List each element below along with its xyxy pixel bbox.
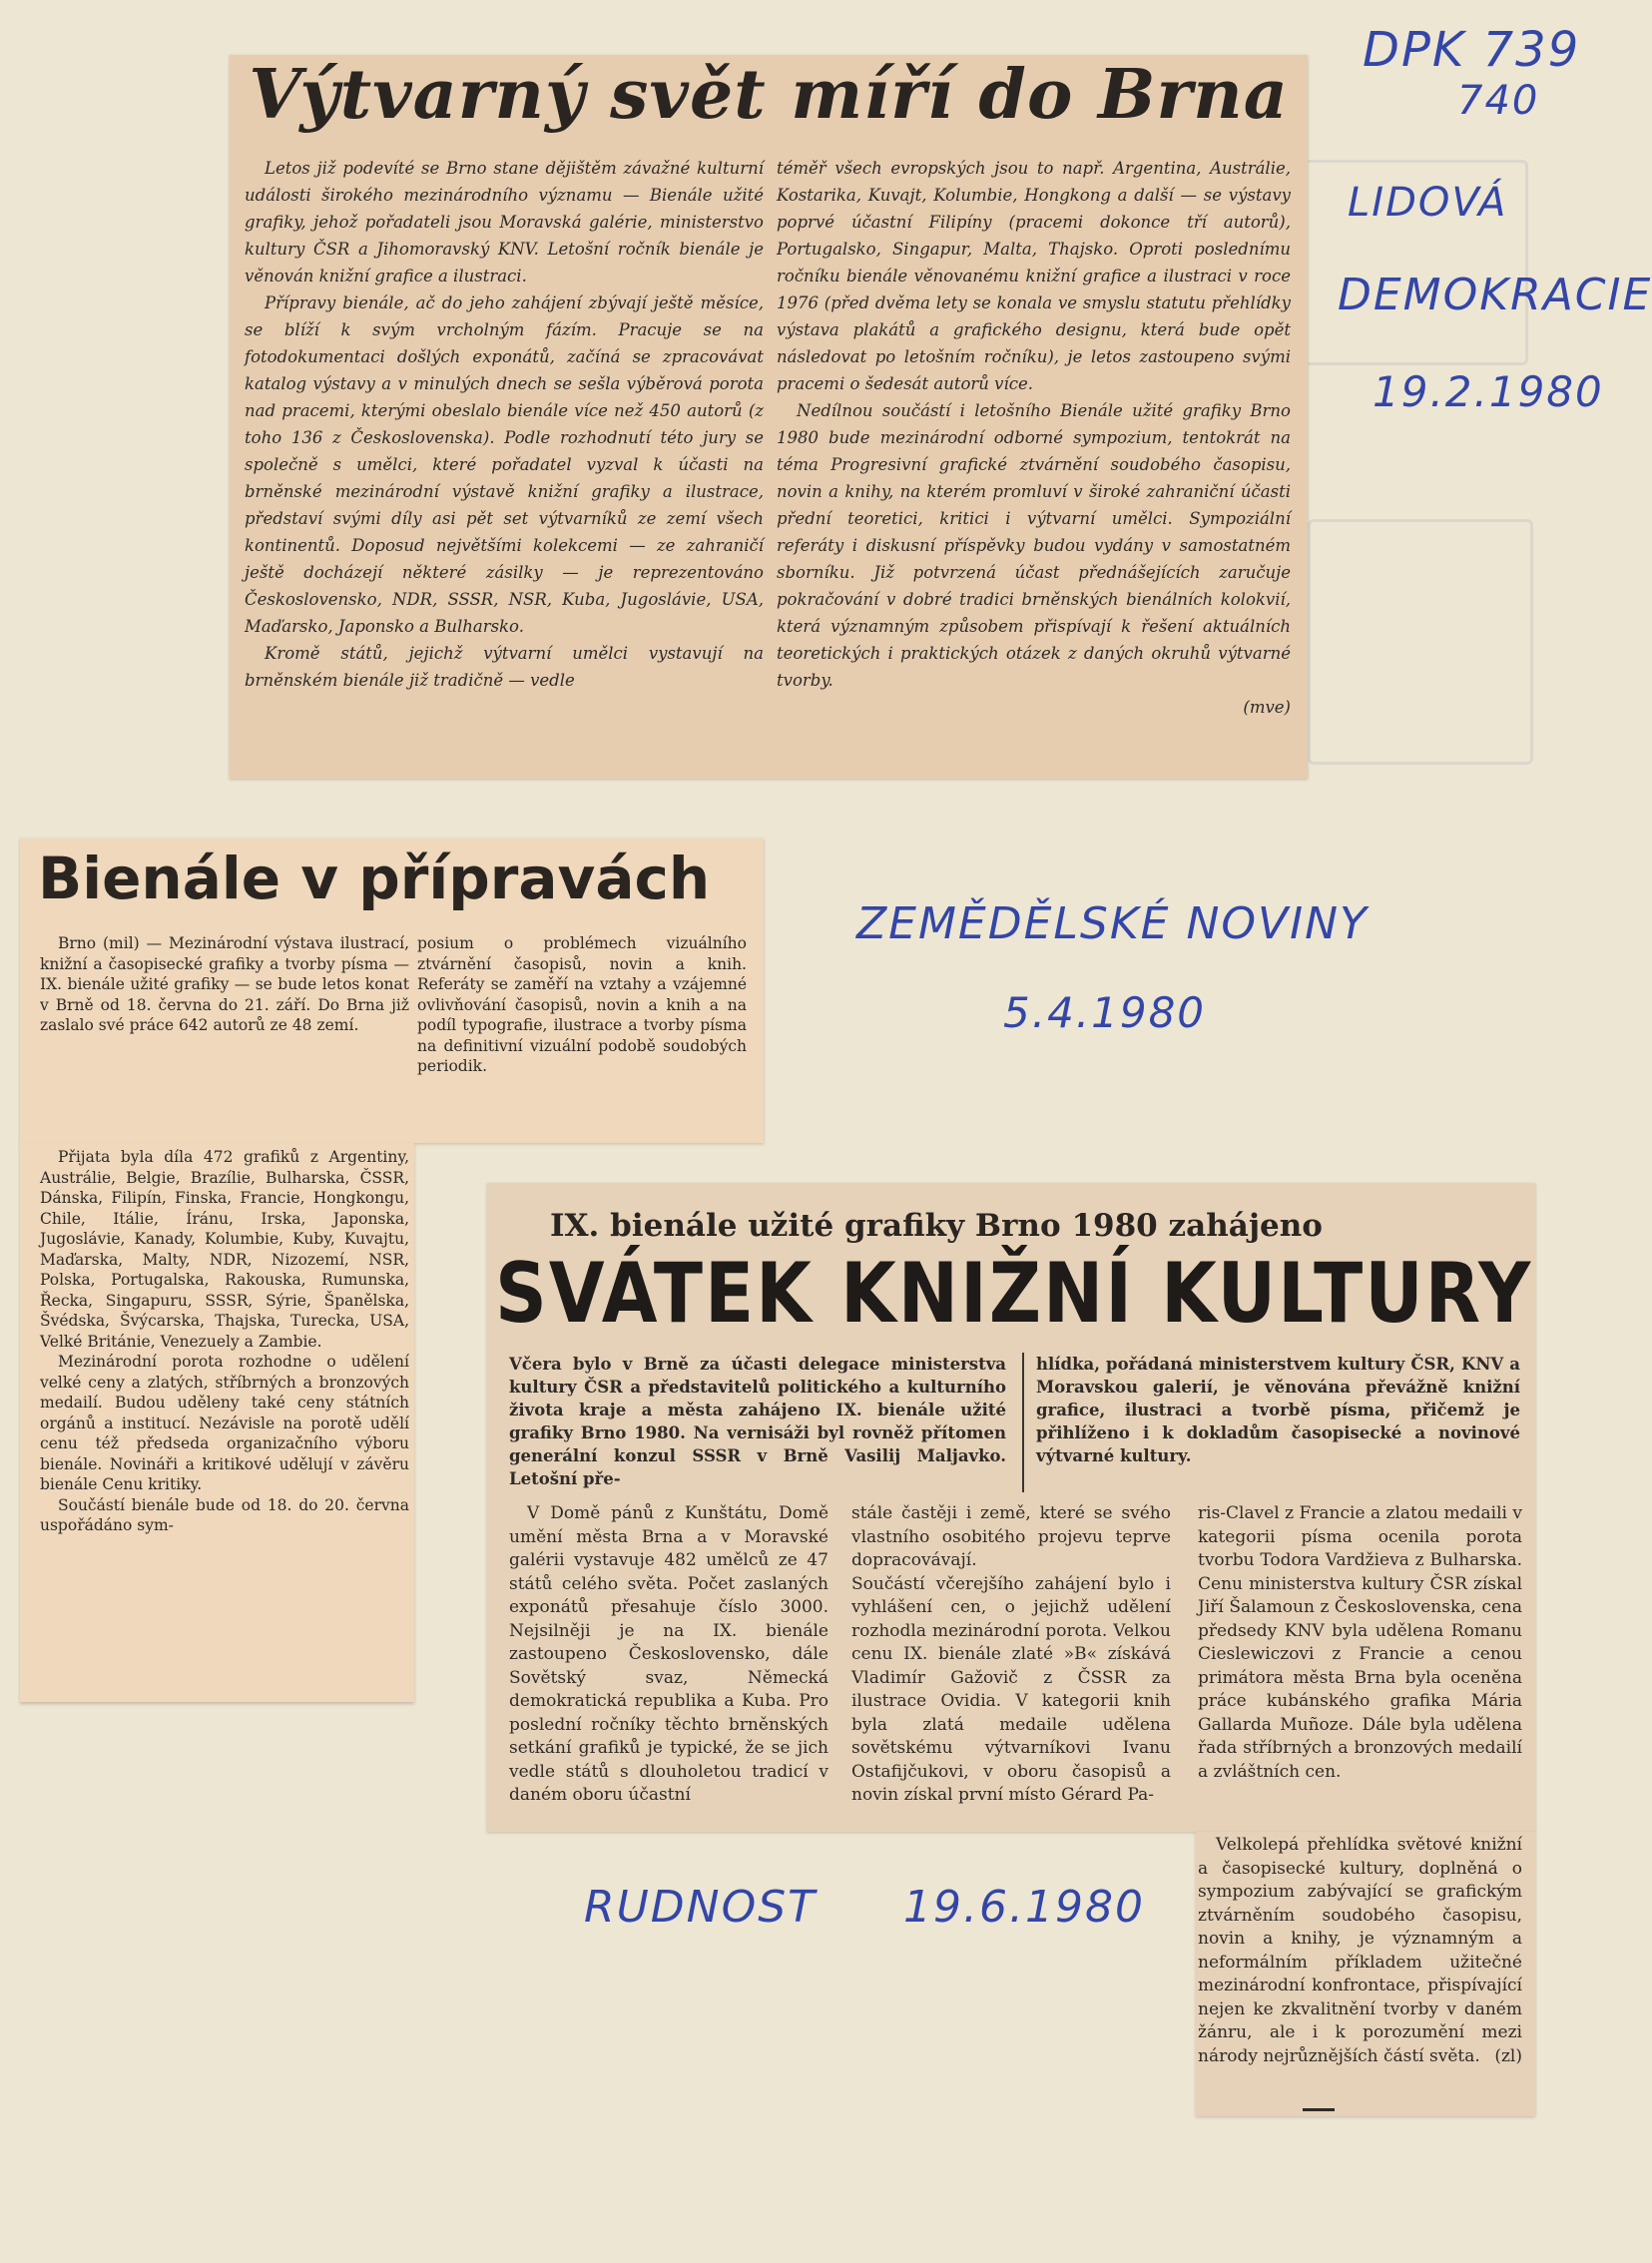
headline: SVÁTEK KNIŽNÍ KULTURY [495, 1245, 1533, 1342]
newspaper-clipping [20, 1143, 414, 1702]
article-column [417, 933, 747, 1077]
source-rudnost-note: RUDNOST [584, 1882, 818, 1933]
byline: (zl) [1494, 2046, 1522, 2066]
newspaper-clipping [487, 1183, 1535, 1832]
source-lidova-note: LIDOVÁ [1348, 180, 1508, 226]
newspaper-clipping [230, 55, 1308, 779]
source-demokracie-note: DEMOKRACIE [1338, 270, 1652, 320]
headline: Bienále v přípravách [38, 845, 711, 912]
lead-paragraph: hlídka, pořádaná ministerstvem kultury ČSR, KNV a Moravskou galerií, je věnována převážně knižní grafice, ilustraci a tvorbě písma, přičemž je přihlíženo i k dokladům časopisecké a novinové výtvarné kultury. [1036, 1355, 1520, 1465]
paragraph: Přijata byla díla 472 grafiků z Argentiny, Austrálie, Belgie, Brazílie, Bulharska, ČSSR, Dánska, Filipín, Finska, Francie, Hongkongu, Chile, Itálie, Íránu, Irska, Japonska, Jugoslávie, Kanady, Kolumbie, Kuby, Kuvajtu, Maďarska, Malty, NDR, Nizozemí, NSR, Polska, Portugalska, Rakouska, Rumunska, Řecka, Singapuru, SSSR, Sýrie, Španělska, Švédska, Švýcarska, Thajska, Turecka, USA, Velké Británie, Venezuely a Zambie. [40, 1148, 409, 1351]
article-column: stále častěji i země, které se svého vlastního osobitého projevu teprve dopracovávají. Součástí včerejšího zahájení bylo i vyhlášení cen, o jejichž udělení rozhodla mezinárodní porota. Velkou cenu IX. bienále zlaté »B« získává Vladimír Gažovič z ČSSR za ilustrace Ovidia. V kategorii knih byla zlatá medaile udělena sovětskému výtvarníkovi Ivanu Ostafijčukovi, v oboru časopisů a novin získal první místo Gérard Pa- [851, 1503, 1171, 1805]
article-column [1198, 1834, 1522, 2069]
lead-paragraph: Včera bylo v Brně za účasti delegace ministerstva kultury ČSR a představitelů politického a kulturního života kraje a města zahájeno IX. bienále užité grafiky Brno 1980. Na vernisáži byl rovněž přítomen generální konzul SSSR v Brně Vasilij Maljavko. Letošní pře- [509, 1355, 1006, 1488]
article-column [40, 1147, 409, 1536]
faint-stamp [1308, 519, 1533, 765]
paragraph: Mezinárodní porota rozhodne o udělení velké ceny a zlatých, stříbrných a bronzových medailí. Budou uděleny také ceny státních orgánů a institucí. Nezávisle na porotě udělí cenu též předseda organizačního výboru bienále. Novináři a kritikové udělují v závěru bienále Cenu kritiky. [40, 1353, 409, 1493]
paragraph: Kromě států, jejichž výtvarní umělci vystavují na brněnském bienále již tradičně — vedle [245, 644, 764, 690]
paragraph: Přípravy bienále, ač do jeho zahájení zbývají ještě měsíce, se blíží k svým vrcholným fázím. Pracuje se na fotodokumentaci došlých exponátů, začíná se zpracovávat katalog výstavy a v minulých dnech se sešla výběrová porota nad pracemi, kterými obeslalo bienále více než 450 autorů (z toho 136 z Československa). Podle rozhodnutí této jury se společně s umělci, které pořadatel vyzval k účasti na brněnské mezinárodní výstavě knižní grafiky a ilustrace, představí svými díly asi pět set výtvarníků ze zemí všech kontinentů. Doposud největšími kolekcemi — ze zahraničí ještě docházejí některé zásilky — je reprezentováno Československo, NDR, SSSR, NSR, Kuba, Jugoslávie, USA, Maďarsko, Japonsko a Bulharsko. [245, 293, 764, 636]
column-divider [1022, 1353, 1024, 1492]
headline: Výtvarný svět míří do Brna [249, 55, 1289, 135]
paragraph: posium o problémech vizuálního ztvárnění časopisů, novin a knih. Referáty se zaměří na vztahy a vzájemné ovlivňování časopisů, novin a knih a na podíl typografie, ilustrace a tvorby písma na definitivní vizuální podobě soudobých periodik. [417, 934, 747, 1075]
article-column [777, 155, 1291, 721]
paragraph: téměř všech evropských jsou to např. Argentina, Austrálie, Kostarika, Kuvajt, Kolumbie, Hongkong a další — se výstavy poprvé účastní Filipíny (pracemi dokonce tří autorů), Portugalsko, Singapur, Malta, Thajsko. Oproti poslednímu ročníku bienále věnovanému knižní grafice a ilustraci v roce 1976 (před dvěma lety se konala ve smyslu statutu přehlídky výstava plakátů a grafického designu, která bude opět následovat po letošním ročníku), je letos zastoupeno svými pracemi o šedesát autorů více. [777, 159, 1291, 393]
article-column [245, 155, 764, 694]
date-note: 5.4.1980 [1003, 988, 1207, 1037]
page-number-note: 740 [1457, 78, 1540, 124]
date-note: 19.6.1980 [903, 1882, 1145, 1933]
paragraph: Součástí bienále bude od 18. do 20. června uspořádáno sym- [40, 1495, 409, 1534]
kicker: IX. bienále užité grafiky Brno 1980 zahájeno [550, 1208, 1323, 1244]
byline: (mve) [1243, 698, 1291, 717]
source-zemedelske-note: ZEMĚDĚLSKÉ NOVINY [856, 898, 1369, 949]
article-column [40, 933, 409, 1036]
newspaper-clipping [20, 839, 764, 1143]
article-column: ris-Clavel z Francie a zlatou medaili v kategorii písma ocenila porota tvorbu Todora Vardžieva z Bulharska. Cenu ministerstva kultury ČSR získal Jiří Šalamoun z Československa, cena předsedy KNV byla udělena Romanu Cieslewiczovi z Francie a cenou primátora města Brna byla oceněna práce kubánského grafika Mária Gallarda Muñoze. Dále byla udělena řada stříbrných a bronzových medailí a zvláštních cen. [1198, 1503, 1522, 1782]
newspaper-clipping [1196, 1832, 1535, 2116]
article-column: V Domě pánů z Kunštátu, Domě umění města Brna a v Moravské galérii vystavuje 482 umělců ze 47 států celého světa. Počet zaslaných exponátů přesahuje číslo 3000. Nejsilněji je na IX. bienále zastoupeno Československo, dále Sovětský svaz, Německá demokratická republika a Kuba. Pro poslední ročníky těchto brněnských setkání grafiků je typické, že se jich vedle států s dlouholetou tradicí v daném oboru účastní [509, 1503, 828, 1805]
end-rule [1303, 2108, 1335, 2111]
date-note: 19.2.1980 [1373, 367, 1604, 416]
paragraph: Nedílnou součástí i letošního Bienále užité grafiky Brno 1980 bude mezinárodní odborné sympozium, tentokrát na téma Progresivní grafické ztvárnění soudobého časopisu, novin a knihy, na kterém promluví v široké zahraniční účasti přední teoretici, kritici i výtvarní umělci. Sympoziální referáty i diskusní příspěvky budou vydány v samostatném sborníku. Již potvrzená účast přednášejících zaručuje pokračování v dobré tradici brněnských bienálních kolokvií, která významným způsobem přispívají k řešení aktuálních teoretických i praktických otázek z daných okruhů výtvarné tvorby. [777, 401, 1291, 690]
paragraph: Velkolepá přehlídka světové knižní a časopisecké kultury, doplněná o sympozium zabývající se grafickým ztvárněním soudobého časopisu, novin a knihy, je významným a neformálním příkladem užitečné mezinárodní konfrontace, přispívající nejen ke zkvalitnění tvorby v daném žánru, ale i k porozumění mezi národy nejrůznějších částí světa. [1198, 1835, 1522, 2066]
paragraph: Brno (mil) — Mezinárodní výstava ilustrací, knižní a časopisecké grafiky a tvorby písma — IX. bienále užité grafiky — se bude letos konat v Brně od 18. června do 21. září. Do Brna již zaslalo své práce 642 autorů ze 48 zemí. [40, 934, 409, 1034]
paragraph: Letos již podevíté se Brno stane dějištěm závažné kulturní události širokého mezinárodního významu — Bienále užité grafiky, jehož pořadateli jsou Moravská galérie, ministerstvo kultury ČSR a Jihomoravský KNV. Letošní ročník bienále je věnován knižní grafice a ilustraci. [245, 159, 764, 285]
archive-id-note: DPK 739 [1363, 22, 1581, 78]
